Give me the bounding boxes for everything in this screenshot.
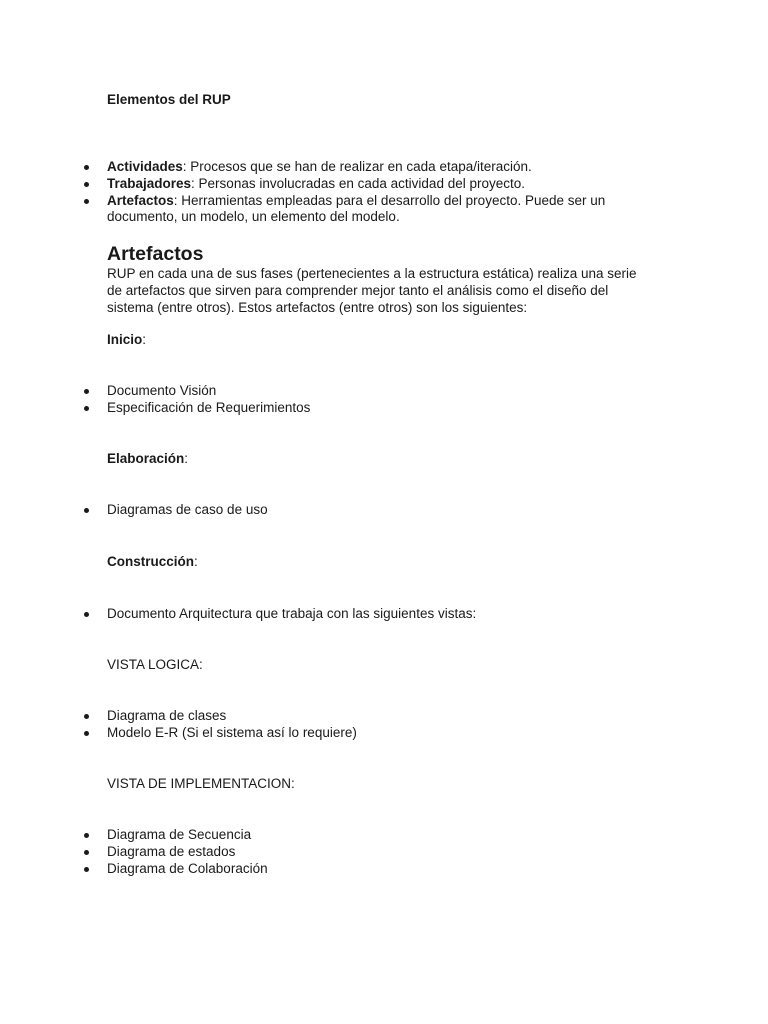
bullet (84, 182, 89, 187)
bullet (84, 714, 89, 719)
list-item-actividades (107, 159, 532, 176)
bullet (84, 731, 89, 736)
document-title: Elementos del RUP (107, 92, 231, 107)
bullet (84, 165, 89, 170)
list-item-artefactos (107, 193, 605, 210)
colon: : (142, 332, 147, 347)
bullet (84, 508, 89, 513)
colon: : (194, 554, 198, 569)
bullet (84, 612, 89, 617)
term: Artefactos (107, 193, 174, 208)
term: Trabajadores (107, 176, 192, 191)
section-heading-artefactos: Artefactos (107, 243, 204, 265)
view-label-logica: VISTA LOGICA: (107, 657, 203, 672)
list-item-trabajadores (107, 176, 525, 193)
list-item: Diagrama de clases (107, 708, 227, 723)
description: : Personas involucradas en cada actividad del proyecto. (191, 176, 525, 191)
list-item: Diagramas de caso de uso (107, 502, 268, 517)
phase-label-construccion (107, 554, 198, 571)
list-item: Documento Arquitectura que trabaja con las siguientes vistas: (107, 606, 477, 621)
bullet (84, 406, 89, 411)
phase-name: Elaboración (107, 451, 185, 466)
list-item: Documento Visión (107, 383, 217, 398)
phase-label-inicio (107, 332, 146, 349)
phase-label-elaboracion (107, 451, 188, 468)
list-item-artefactos-continued: documento, un modelo, un elemento del modelo. (107, 209, 400, 224)
list-item: Diagrama de Colaboración (107, 861, 268, 876)
view-label-implementacion: VISTA DE IMPLEMENTACION: (107, 776, 295, 791)
list-item: Diagrama de Secuencia (107, 827, 252, 842)
bullet (84, 199, 89, 204)
intro-line-3: sistema (entre otros). Estos artefactos (entre otros) son los siguientes: (107, 300, 528, 315)
colon: : (184, 451, 189, 466)
list-item: Especificación de Requerimientos (107, 400, 311, 415)
intro-line-1: RUP en cada una de sus fases (pertenecientes a la estructura estática) realiza una serie (107, 266, 637, 281)
bullet (84, 389, 89, 394)
description: : Procesos que se han de realizar en cada etapa/iteración. (182, 159, 532, 174)
phase-name: Inicio (107, 332, 143, 347)
bullet (84, 867, 89, 872)
list-item: Diagrama de estados (107, 844, 236, 859)
intro-line-2: de artefactos que sirven para comprender mejor tanto el análisis como el diseño del (107, 283, 609, 298)
phase-name: Construcción (107, 554, 195, 569)
term: Actividades (107, 159, 183, 174)
description: : Herramientas empleadas para el desarrollo del proyecto. Puede ser un (173, 193, 606, 208)
bullet (84, 833, 89, 838)
list-item: Modelo E-R (Si el sistema así lo requiere) (107, 725, 357, 740)
bullet (84, 850, 89, 855)
